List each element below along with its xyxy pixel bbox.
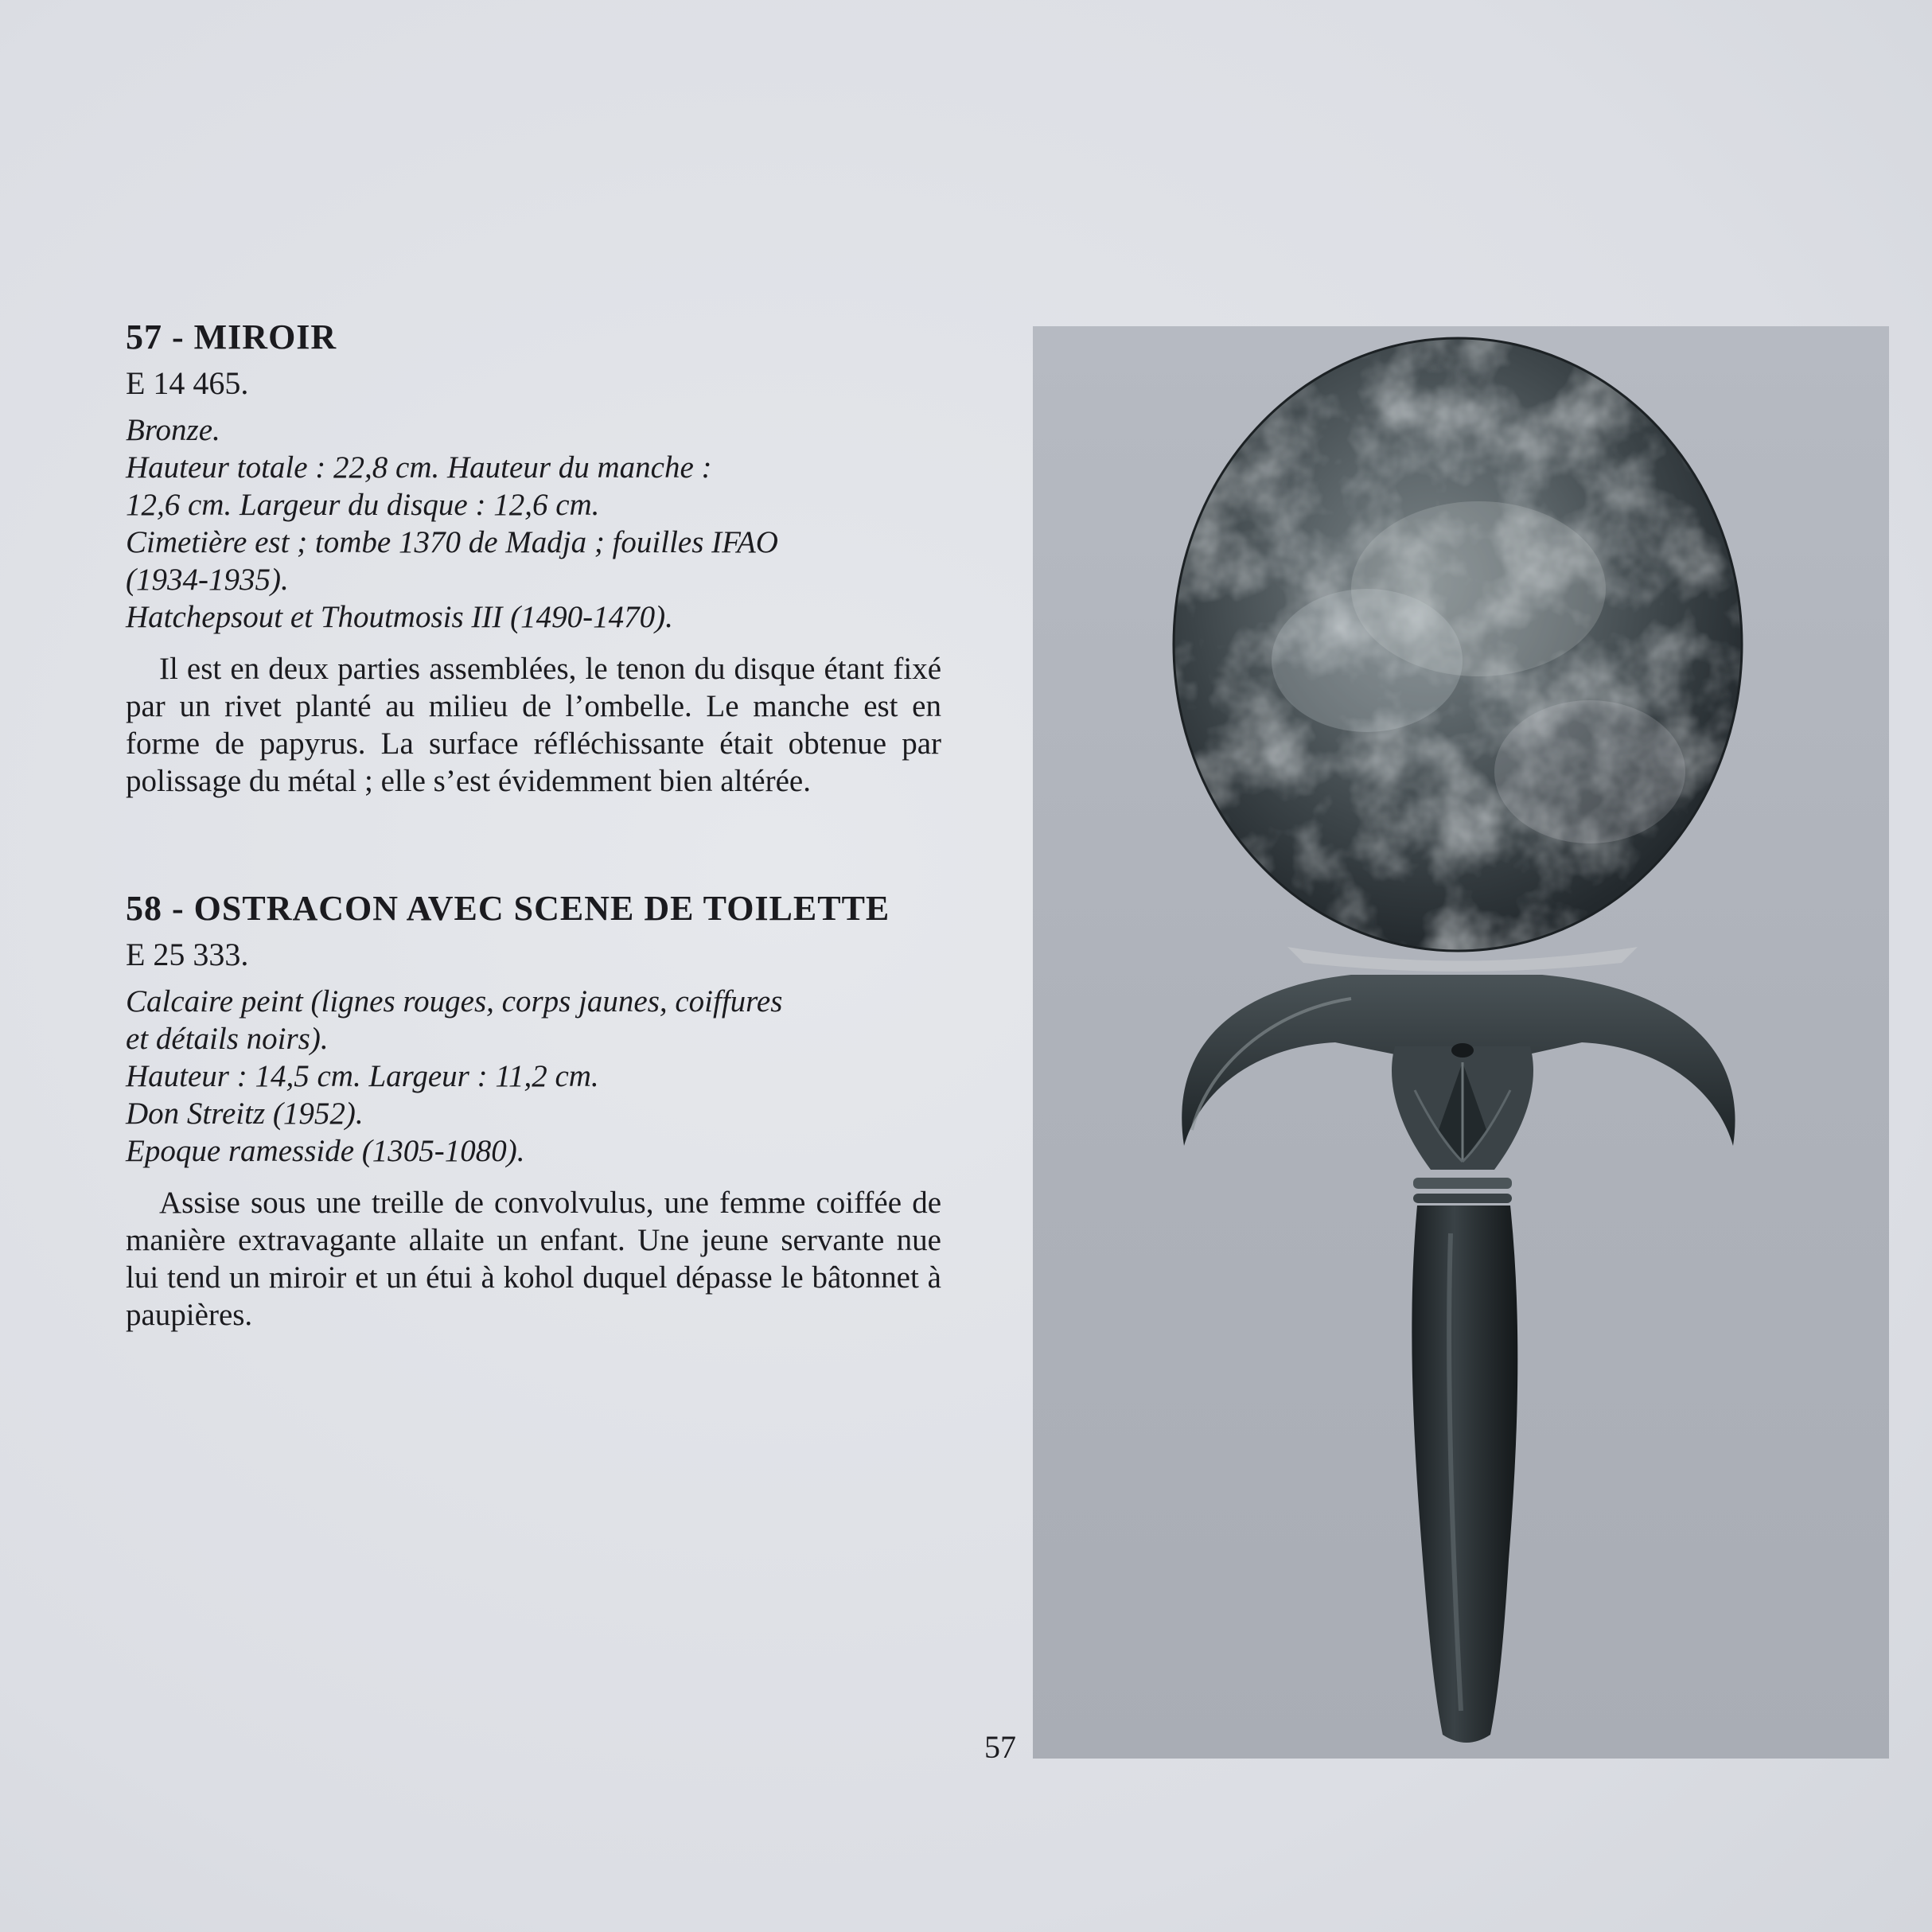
mirror-disc xyxy=(1168,334,1749,972)
entry-58 xyxy=(126,886,941,1334)
entry-58-inventory-number: E 25 333. xyxy=(126,937,249,972)
entry-57-heading: 57 - MIROIR xyxy=(126,317,337,356)
bronze-mirror-image xyxy=(1033,326,1889,1759)
entry-57-description: Il est en deux parties assemblées, le tenon du disque étant fixé par un rivet planté au milieu de l’ombelle. Le manche est en forme de papyrus. La surface réfléchissante était obtenue par polissage du métal ; elle s’est évidemment bien altérée. xyxy=(126,652,941,798)
entry-58-dimensions: Hauteur : 14,5 cm. Largeur : 11,2 cm. xyxy=(126,1059,599,1093)
papyrus-umbel xyxy=(1392,1043,1533,1170)
entry-57-inventory-number: E 14 465. xyxy=(126,365,249,401)
entry-58-description: Assise sous une treille de convolvulus, une femme coiffée de manière extravagante allaite un enfant. Une jeune servante nue lui tend un miroir et un étui à kohol duquel dépasse le bâtonnet à paupières. xyxy=(126,1186,941,1332)
entry-57-dating: Hatchepsout et Thoutmosis III (1490-1470). xyxy=(126,600,673,634)
figure-number: 57 xyxy=(984,1729,1016,1765)
entry-58-metadata xyxy=(126,983,941,1170)
entry-58-material-line-1: Calcaire peint (lignes rouges, corps jaunes, coiffures xyxy=(126,984,783,1019)
entry-58-provenance: Don Streitz (1952). xyxy=(126,1096,364,1131)
mirror-photograph xyxy=(1033,326,1889,1759)
entry-57 xyxy=(126,314,941,800)
entry-57-metadata xyxy=(126,411,941,636)
entry-57-provenance-line-2: (1934-1935). xyxy=(126,563,289,597)
entry-57-dimensions-line-1: Hauteur totale : 22,8 cm. Hauteur du manche : xyxy=(126,450,712,485)
entry-57-provenance-line-1: Cimetière est ; tombe 1370 de Madja ; fouilles IFAO xyxy=(126,525,778,559)
entry-58-material-line-2: et détails noirs). xyxy=(126,1022,329,1056)
mirror-handle xyxy=(1412,1206,1517,1743)
entry-57-material: Bronze. xyxy=(126,413,220,447)
handle-collar xyxy=(1413,1178,1512,1203)
entry-57-dimensions-line-2: 12,6 cm. Largeur du disque : 12,6 cm. xyxy=(126,488,600,522)
entry-58-heading: 58 - OSTRACON AVEC SCENE DE TOILETTE xyxy=(126,889,890,928)
text-column xyxy=(126,314,941,1365)
entry-58-dating: Epoque ramesside (1305-1080). xyxy=(126,1134,525,1168)
